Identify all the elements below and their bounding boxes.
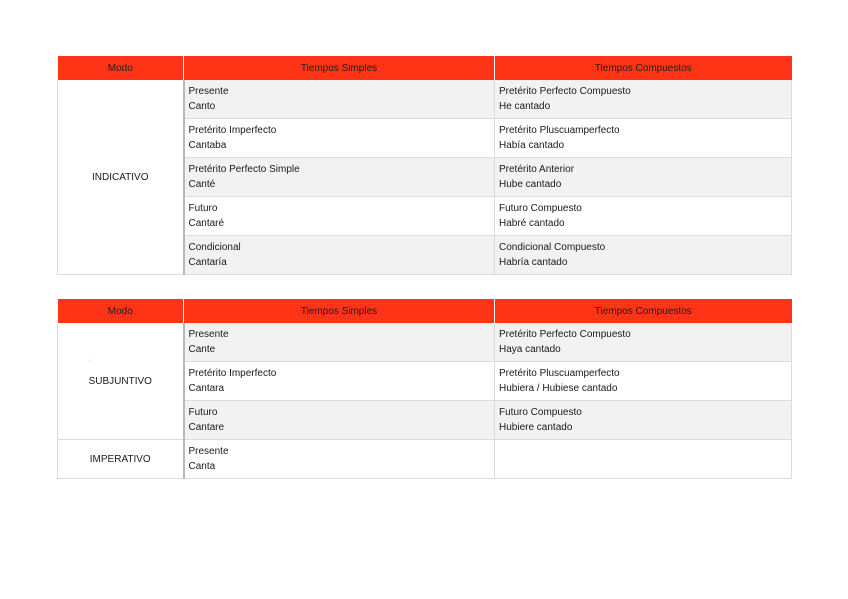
tense-name: Pretérito Perfecto Compuesto <box>499 86 631 97</box>
tense-name: Pretérito Perfecto Compuesto <box>499 329 631 340</box>
tense-form: Cante <box>188 344 216 355</box>
tense-form: Habría cantado <box>499 257 568 268</box>
tense-form: Cantare <box>188 422 225 433</box>
tense-form: Canto <box>188 101 216 112</box>
tense-name: Futuro <box>188 203 218 214</box>
header-simple-tenses: Tiempos Simples <box>184 299 495 323</box>
tense-form: Hubiere cantado <box>499 422 573 433</box>
table-row <box>58 440 792 479</box>
tense-name: Pretérito Imperfecto <box>188 125 277 136</box>
tense-name: Presente <box>188 329 229 340</box>
table-row <box>58 80 792 119</box>
tense-name: Condicional <box>188 242 241 253</box>
header-compound-tenses: Tiempos Compuestos <box>495 56 792 80</box>
tense-name: Pretérito Imperfecto <box>188 368 277 379</box>
tense-name: Futuro Compuesto <box>499 203 582 214</box>
tense-form: Cantaré <box>188 218 225 229</box>
tense-name: Pretérito Pluscuamperfecto <box>499 368 620 379</box>
compound-tense-cell <box>495 362 792 401</box>
tense-name: Pretérito Pluscuamperfecto <box>499 125 620 136</box>
simple-tense-cell <box>184 80 495 119</box>
tense-name: Presente <box>188 86 229 97</box>
compound-tense-cell <box>495 197 792 236</box>
tense-form: Hubiera / Hubiese cantado <box>499 383 618 394</box>
header-row <box>58 299 792 323</box>
tense-form: Cantaría <box>188 257 227 268</box>
compound-tense-cell <box>495 323 792 362</box>
tense-form: Había cantado <box>499 140 565 151</box>
tense-form: Haya cantado <box>499 344 561 355</box>
simple-tense-cell <box>184 323 495 362</box>
tense-name: Presente <box>188 446 229 457</box>
simple-tense-cell <box>184 119 495 158</box>
table-row <box>58 323 792 362</box>
mood-imperative: IMPERATIVO <box>58 440 184 479</box>
compound-tense-cell <box>495 119 792 158</box>
compound-tense-cell-empty <box>495 440 792 479</box>
header-compound-tenses: Tiempos Compuestos <box>495 299 792 323</box>
simple-tense-cell <box>184 401 495 440</box>
compound-tense-cell <box>495 401 792 440</box>
stray-mark: ' <box>89 359 91 366</box>
mood-indicative: INDICATIVO <box>58 80 184 275</box>
tense-form: Canta <box>188 461 216 472</box>
header-simple-tenses: Tiempos Simples <box>184 56 495 80</box>
tense-form: Habré cantado <box>499 218 565 229</box>
tense-form: Hube cantado <box>499 179 562 190</box>
indicative-table <box>57 56 792 275</box>
tense-form: Canté <box>188 179 216 190</box>
header-mode: Modo <box>58 299 184 323</box>
tense-form: He cantado <box>499 101 551 112</box>
mood-subjunctive <box>58 323 184 440</box>
simple-tense-cell <box>184 158 495 197</box>
compound-tense-cell <box>495 80 792 119</box>
header-mode: Modo <box>58 56 184 80</box>
compound-tense-cell <box>495 158 792 197</box>
tense-name: Futuro <box>188 407 218 418</box>
tense-name: Pretérito Perfecto Simple <box>188 164 300 175</box>
tense-name: Condicional Compuesto <box>499 242 606 253</box>
tense-form: Cantaba <box>188 140 227 151</box>
tense-form: Cantara <box>188 383 225 394</box>
tense-name: Futuro Compuesto <box>499 407 582 418</box>
compound-tense-cell <box>495 236 792 275</box>
simple-tense-cell <box>184 440 495 479</box>
simple-tense-cell <box>184 362 495 401</box>
tense-name: Pretérito Anterior <box>499 164 575 175</box>
subjunctive-imperative-table <box>57 299 792 479</box>
header-row <box>58 56 792 80</box>
simple-tense-cell <box>184 197 495 236</box>
mood-subjunctive-label: SUBJUNTIVO <box>88 375 152 387</box>
simple-tense-cell <box>184 236 495 275</box>
